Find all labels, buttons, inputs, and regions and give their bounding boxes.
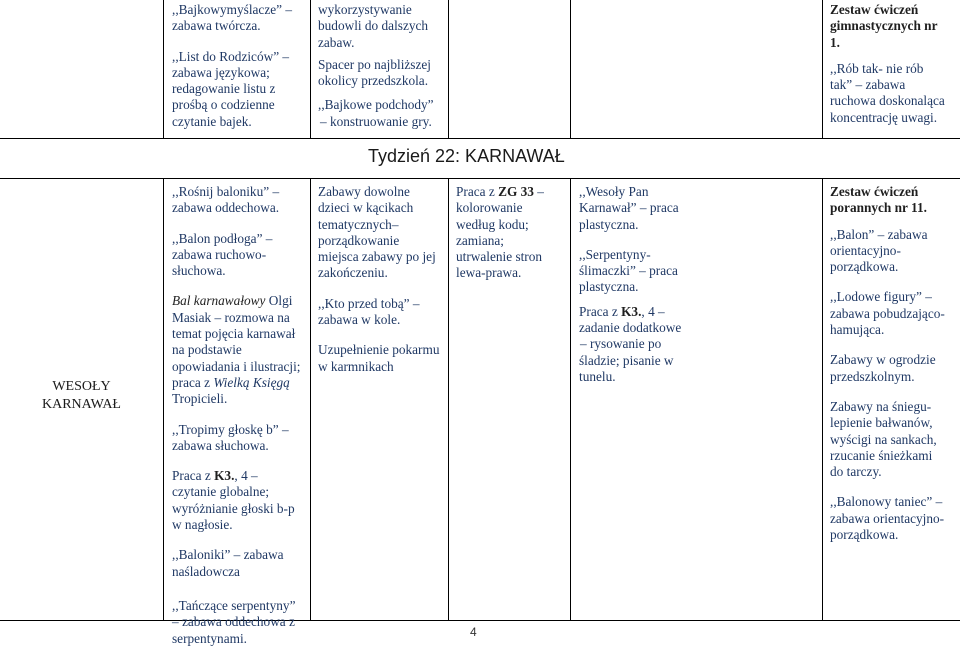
side-label: WESOŁY KARNAWAŁ <box>42 379 121 412</box>
rule-col3b <box>448 178 449 620</box>
rule-col4 <box>570 0 571 138</box>
rule-col1 <box>163 0 164 138</box>
col6-cell <box>830 184 958 557</box>
col2-cell <box>172 184 308 647</box>
col3-para-1: Zabawy dowolne dzieci w kącikach tematycznych– porządkowanie miejsca zabawy po jej zakończeniu. <box>318 184 436 281</box>
rule-top-row-bottom <box>0 138 960 139</box>
col6-para-4: Zabawy w ogrodzie przedszkolnym. <box>830 352 936 384</box>
col6-heading: Zestaw ćwiczeń porannych nr 11. <box>830 184 927 216</box>
col2-para-1: ,,Rośnij baloniku” – zabawa oddechowa. <box>172 184 280 216</box>
rule-col1b <box>163 178 164 620</box>
rule-col5b <box>822 178 823 620</box>
col2-para-5: Praca z K3., 4 – czytanie globalne; wyróżnianie głoski b-p w nagłosie. <box>172 468 295 533</box>
col6-para-6: ,,Balonowy taniec” – zabawa orientacyjno- porządkowa. <box>830 494 945 543</box>
rule-title-bottom <box>0 178 960 179</box>
top-col6-para-2: ,,Rób tak- nie rób tak” – zabawa ruchowa doskonaląca koncentrację uwagi. <box>830 60 945 125</box>
col2-para-2: ,,Balon podłoga” – zabawa ruchowo- słuchowa. <box>172 230 273 279</box>
col6-para-5: Zabawy na śniegu- lepienie bałwanów, wyścigi na sankach, rzucanie śnieżkami do tarczy. <box>830 398 937 480</box>
top-col6-heading: Zestaw ćwiczeń gimnastycznych nr 1. <box>830 2 938 50</box>
week-title: Tydzień 22: KARNAWAŁ <box>368 146 565 166</box>
col2-para-7: ,,Tańczące serpentyny” – zabawa oddechowa z serpentynami. <box>172 597 296 646</box>
top-col6-cell <box>830 2 958 140</box>
top-col3-para-1: wykorzystywanie budowli do dalszych zabaw. <box>318 2 429 50</box>
rule-col3 <box>448 0 449 138</box>
rule-col2 <box>310 0 311 138</box>
top-col2-cell <box>172 2 306 144</box>
col5-para-2: ,,Serpentyny- ślimaczki” – praca plastyczna. <box>579 246 678 295</box>
page-number: 4 <box>470 625 477 639</box>
top-col3-para-2: Spacer po najbliższej okolicy przedszkola. <box>318 56 431 89</box>
col4-para-1: Praca z ZG 33 – kolorowanie według kodu; zamiana; utrwalenie stron lewa-prawa. <box>456 184 544 281</box>
top-col2-para-2: ,,List do Rodziców” – zabawa językowa; redagowanie listu z prośbą o codzienne czytanie bajek. <box>172 48 290 129</box>
col2-para-4: ,,Tropimy głoskę b” – zabawa słuchowa. <box>172 421 289 453</box>
col5-para-1: ,,Wesoły Pan Karnawał” – praca plastyczna. <box>579 184 679 232</box>
rule-col4b <box>570 178 571 620</box>
col5-cell <box>579 184 709 399</box>
col3-para-2: ,,Kto przed tobą” – zabawa w kole. <box>318 295 420 328</box>
top-col3-cell <box>318 2 444 144</box>
rule-col5 <box>822 0 823 138</box>
col2-para-6: ,,Baloniki” – zabawa naśladowcza <box>172 547 284 579</box>
rule-col2b <box>310 178 311 620</box>
rule-table-bottom <box>0 620 960 621</box>
col4-cell <box>456 184 568 296</box>
col2-para-3: Bal karnawałowy Olgi Masiak – rozmowa na temat pojęcia karnawał na podstawie opowiadania i ilustracji; praca z Wielką Księgą Tropicieli. <box>172 293 301 407</box>
col6-para-3: ,,Lodowe figury” – zabawa pobudzająco- hamująca. <box>830 289 945 338</box>
top-col3-para-3: ,,Bajkowe podchody” – konstruowanie gry. <box>318 97 434 129</box>
col3-cell <box>318 184 446 389</box>
col3-para-3: Uzupełnienie pokarmu w karmnikach <box>318 342 440 374</box>
col6-para-2: ,,Balon” – zabawa orientacyjno- porządkowa. <box>830 226 928 275</box>
top-col2-para-1: ,,Bajkowymyślacze” – zabawa twórcza. <box>172 2 293 34</box>
col5-para-3: Praca z K3., 4 – zadanie dodatkowe – rysowanie po śladzie; pisanie w tunelu. <box>579 303 682 384</box>
